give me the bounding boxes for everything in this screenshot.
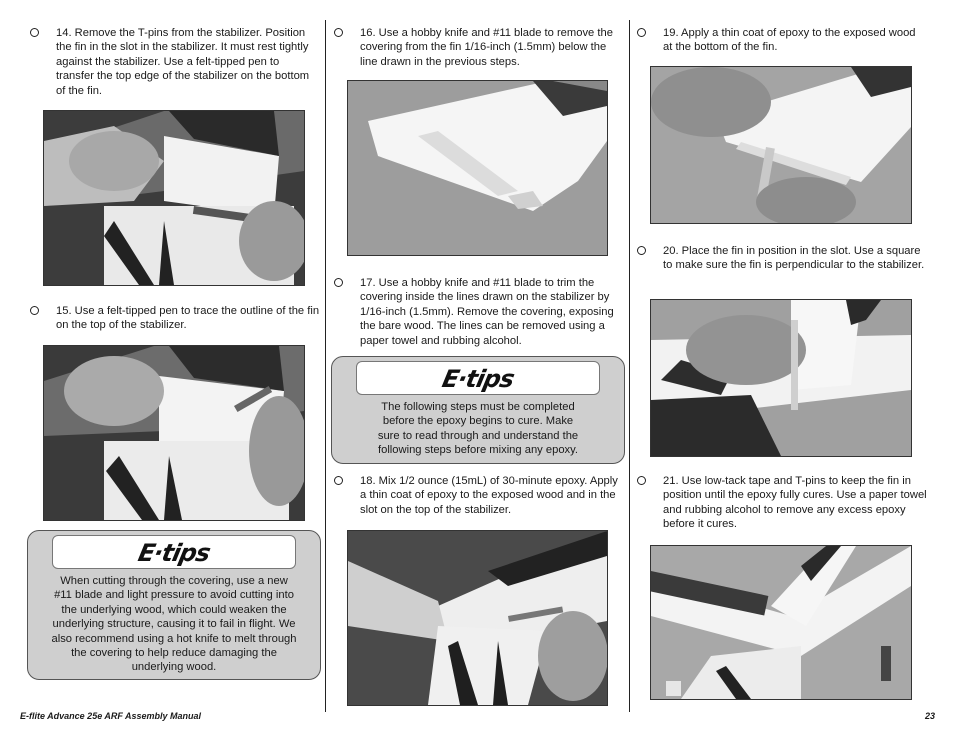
step-21-text: 21. Use low-tack tape and T-pins to keep the fin in position until the epoxy fully cures. Use a paper towel and rubbing alcohol to remove any excess epoxy before it cures. xyxy=(663,475,927,531)
photo-step-16 xyxy=(347,80,608,256)
checkbox-circle-icon[interactable] xyxy=(637,476,646,485)
step-15-text: 15. Use a felt-tipped pen to trace the outline of the fin on the top of the stabilizer. xyxy=(56,305,320,332)
step-18-text: 18. Mix 1/2 ounce (15mL) of 30-minute epoxy. Apply a thin coat of epoxy to the exposed wood and in the slot on the top of the stabilizer. xyxy=(360,475,618,516)
checkbox-circle-icon[interactable] xyxy=(30,306,39,315)
checkbox-circle-icon[interactable] xyxy=(334,476,343,485)
photo-step-21 xyxy=(650,545,912,700)
step-14-text: 14. Remove the T-pins from the stabilizer. Position the fin in the slot in the stabilizer. It must rest tightly against the stabilizer. Use a felt-tipped pen to transfer the top edge of the stabilizer on the bottom of the fin. xyxy=(56,27,310,97)
checkbox-circle-icon[interactable] xyxy=(30,28,39,37)
etips-text-2: The following steps must be completed before the epoxy begins to cure. Make sure to read through and understand the following steps before mixing any epoxy. xyxy=(377,401,579,457)
etips-logo-bar xyxy=(356,361,600,395)
footer-manual-title: E-flite Advance 25e ARF Assembly Manual xyxy=(20,711,202,721)
etips-logo-bar xyxy=(52,535,296,569)
etips-box-2 xyxy=(331,356,625,464)
checkbox-circle-icon[interactable] xyxy=(637,246,646,255)
photo-step-15 xyxy=(43,345,305,521)
etips-logo: E·tips xyxy=(439,365,517,393)
checkbox-circle-icon[interactable] xyxy=(334,278,343,287)
step-19 xyxy=(637,26,927,55)
photo-step-20 xyxy=(650,299,912,457)
photo-step-14 xyxy=(43,110,305,286)
photo-step-18 xyxy=(347,530,608,706)
checkbox-circle-icon[interactable] xyxy=(637,28,646,37)
column-divider-right xyxy=(629,20,630,712)
etips-text-1: When cutting through the covering, use a new #11 blade and light pressure to avoid cutting into the underlying wood, which could weaken the underlying structure, causing it to fail in flight. We also recommend using a hot knife to melt through the covering to help reduce damaging the underlying wood. xyxy=(51,575,297,674)
step-20 xyxy=(637,244,927,273)
step-17-text: 17. Use a hobby knife and #11 blade to trim the covering inside the lines drawn on the stabilizer by 1/16-inch (1.5mm). Remove the covering, exposing the bare wood. The lines can be removed using a paper towel and rubbing alcohol. xyxy=(360,277,614,347)
step-14 xyxy=(30,26,320,98)
step-19-text: 19. Apply a thin coat of epoxy to the exposed wood at the bottom of the fin. xyxy=(663,27,916,54)
step-21 xyxy=(637,474,927,532)
step-15 xyxy=(30,304,320,333)
step-17 xyxy=(334,276,624,348)
etips-box-1 xyxy=(27,530,321,680)
step-16 xyxy=(334,26,624,69)
checkbox-circle-icon[interactable] xyxy=(334,28,343,37)
step-20-text: 20. Place the fin in position in the slot. Use a square to make sure the fin is perpendicular to the stabilizer. xyxy=(663,245,925,272)
footer-page-number: 23 xyxy=(924,711,935,721)
photo-step-19 xyxy=(650,66,912,224)
etips-logo: E·tips xyxy=(135,539,213,567)
step-18 xyxy=(334,474,624,517)
step-16-text: 16. Use a hobby knife and #11 blade to remove the covering from the fin 1/16-inch (1.5mm) below the line drawn in the previous steps. xyxy=(360,27,613,68)
column-divider-left xyxy=(325,20,326,712)
